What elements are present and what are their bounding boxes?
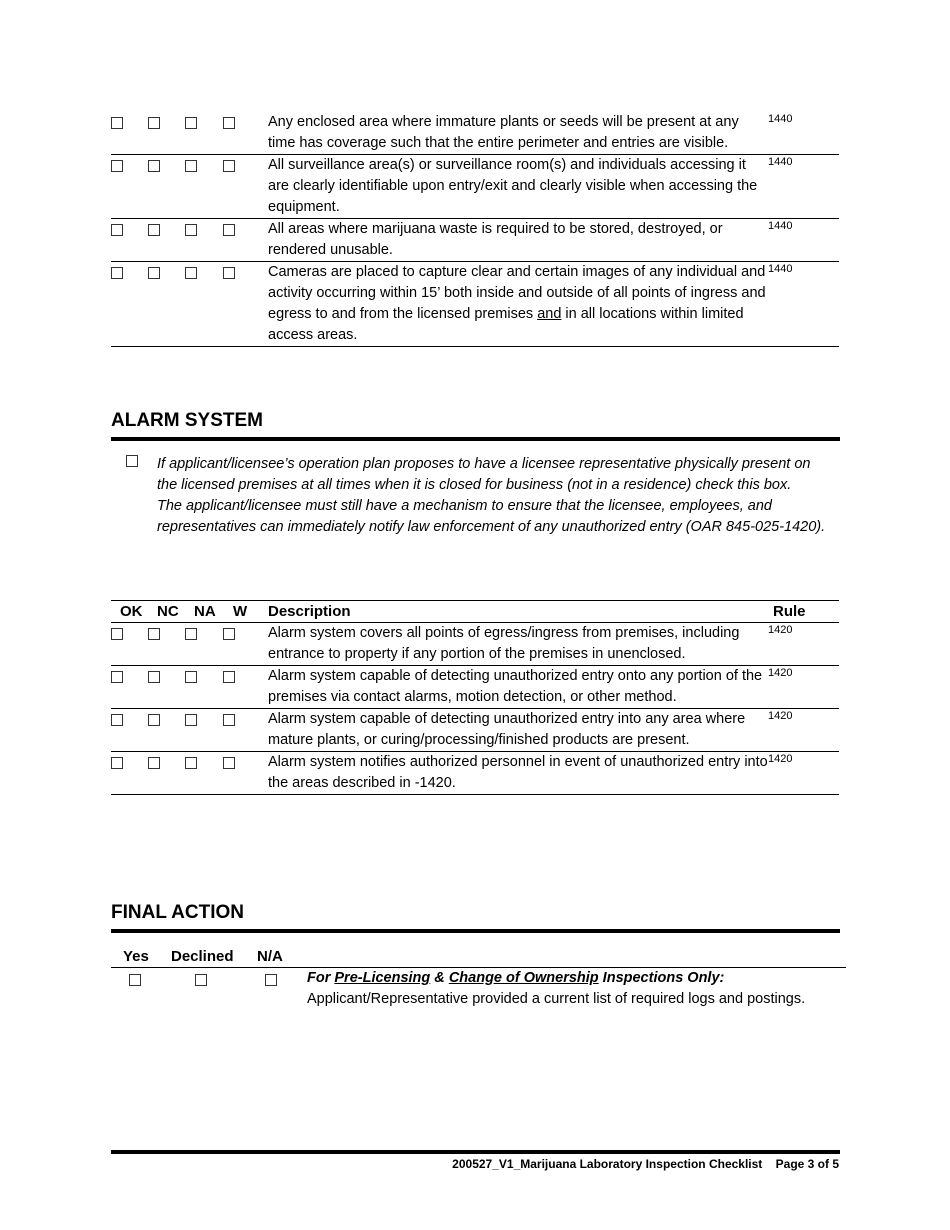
row-rule: 1420 [768, 709, 839, 752]
row-rule: 1440 [768, 219, 839, 262]
w-checkbox[interactable] [223, 714, 235, 726]
ok-checkbox[interactable] [111, 224, 123, 236]
row-description: All areas where marijuana waste is required to be stored, destroyed, or rendered unusable. [268, 219, 768, 262]
na-checkbox[interactable] [185, 160, 197, 172]
row-rule: 1420 [768, 666, 839, 709]
nc-checkbox[interactable] [148, 224, 160, 236]
alarm-section-title: ALARM SYSTEM [111, 410, 263, 431]
na-checkbox[interactable] [185, 224, 197, 236]
header-rule: Rule [768, 601, 839, 623]
header-na: NA [185, 601, 223, 623]
row-description: Alarm system covers all points of egress/ingress from premises, including entrance to property if any portion of the premises in unenclosed. [268, 623, 768, 666]
header-na: N/A [257, 948, 283, 965]
row-rule: 1440 [768, 262, 839, 347]
row-rule: 1440 [768, 112, 839, 155]
na-checkbox[interactable] [185, 628, 197, 640]
na-checkbox[interactable] [185, 757, 197, 769]
alarm-note-line1: If applicant/licensee’s operation plan proposes to have a licensee representative physically present on the licensed premises at all times when it is closed for business (not in a residence) check this box. [157, 456, 811, 493]
nc-checkbox[interactable] [148, 267, 160, 279]
na-checkbox[interactable] [185, 267, 197, 279]
header-w: W [223, 601, 268, 623]
alarm-note [157, 454, 827, 538]
na-checkbox[interactable] [265, 974, 277, 986]
footer-divider [111, 1150, 840, 1154]
row-rule: 1420 [768, 752, 839, 795]
table-header [111, 601, 839, 623]
table-row [111, 155, 839, 219]
ok-checkbox[interactable] [111, 117, 123, 129]
final-action-item-text: Applicant/Representative provided a current list of required logs and postings. [307, 991, 806, 1007]
underlined-and: and [537, 306, 562, 322]
row-description: Cameras are placed to capture clear and certain images of any individual and activity occurring within 15’ both inside and outside of all points of ingress and egress to and from the licensed premises and in all locations within limited access areas. [268, 262, 768, 347]
w-checkbox[interactable] [223, 224, 235, 236]
header-declined: Declined [171, 948, 234, 965]
ok-checkbox[interactable] [111, 714, 123, 726]
w-checkbox[interactable] [223, 267, 235, 279]
ok-checkbox[interactable] [111, 267, 123, 279]
surveillance-table [111, 112, 839, 347]
w-checkbox[interactable] [223, 160, 235, 172]
nc-checkbox[interactable] [148, 117, 160, 129]
representative-present-checkbox[interactable] [126, 455, 138, 467]
row-rule: 1420 [768, 623, 839, 666]
row-description: Alarm system capable of detecting unauthorized entry onto any portion of the premises via contact alarms, motion detection, or other method. [268, 666, 768, 709]
ok-checkbox[interactable] [111, 628, 123, 640]
w-checkbox[interactable] [223, 117, 235, 129]
alarm-table [111, 600, 839, 795]
alarm-note-line2: The applicant/licensee must still have a mechanism to ensure that the licensee, employees, and representatives can immediately notify law enforcement of any unauthorized entry (OAR 845-025-1420). [157, 498, 826, 535]
nc-checkbox[interactable] [148, 160, 160, 172]
final-action-title: FINAL ACTION [111, 902, 244, 923]
row-description: Alarm system notifies authorized personnel in event of unauthorized entry into the areas described in -1420. [268, 752, 768, 795]
table-row [111, 752, 839, 795]
na-checkbox[interactable] [185, 671, 197, 683]
row-description: All surveillance area(s) or surveillance room(s) and individuals accessing it are clearly identifiable upon entry/exit and clearly visible when accessing the equipment. [268, 155, 768, 219]
header-yes: Yes [123, 948, 149, 965]
row-description: Alarm system capable of detecting unauthorized entry into any area where mature plants, or curing/processing/finished products are present. [268, 709, 768, 752]
ok-checkbox[interactable] [111, 160, 123, 172]
row-rule: 1440 [768, 155, 839, 219]
section-divider [111, 929, 840, 933]
table-row [111, 262, 839, 347]
footer-doc-name: 200527_V1_Marijuana Laboratory Inspection Checklist [452, 1157, 763, 1171]
w-checkbox[interactable] [223, 757, 235, 769]
final-action-item [307, 968, 807, 1010]
ok-checkbox[interactable] [111, 671, 123, 683]
footer-page-number: Page 3 of 5 [775, 1157, 839, 1171]
w-checkbox[interactable] [223, 671, 235, 683]
w-checkbox[interactable] [223, 628, 235, 640]
final-action-header [111, 946, 846, 968]
nc-checkbox[interactable] [148, 671, 160, 683]
yes-checkbox[interactable] [129, 974, 141, 986]
header-description: Description [268, 601, 768, 623]
table-row [111, 623, 839, 666]
header-nc: NC [148, 601, 185, 623]
header-ok: OK [111, 601, 148, 623]
nc-checkbox[interactable] [148, 628, 160, 640]
final-action-item-heading: For Pre-Licensing & Change of Ownership Inspections Only: [307, 970, 725, 986]
row-description: Any enclosed area where immature plants or seeds will be present at any time has coverage such that the entire perimeter and entries are visible. [268, 112, 768, 155]
table-row [111, 219, 839, 262]
table-row [111, 709, 839, 752]
na-checkbox[interactable] [185, 714, 197, 726]
page-footer [452, 1157, 839, 1171]
ok-checkbox[interactable] [111, 757, 123, 769]
section-divider [111, 437, 840, 441]
declined-checkbox[interactable] [195, 974, 207, 986]
table-row [111, 112, 839, 155]
nc-checkbox[interactable] [148, 714, 160, 726]
table-row [111, 666, 839, 709]
nc-checkbox[interactable] [148, 757, 160, 769]
na-checkbox[interactable] [185, 117, 197, 129]
